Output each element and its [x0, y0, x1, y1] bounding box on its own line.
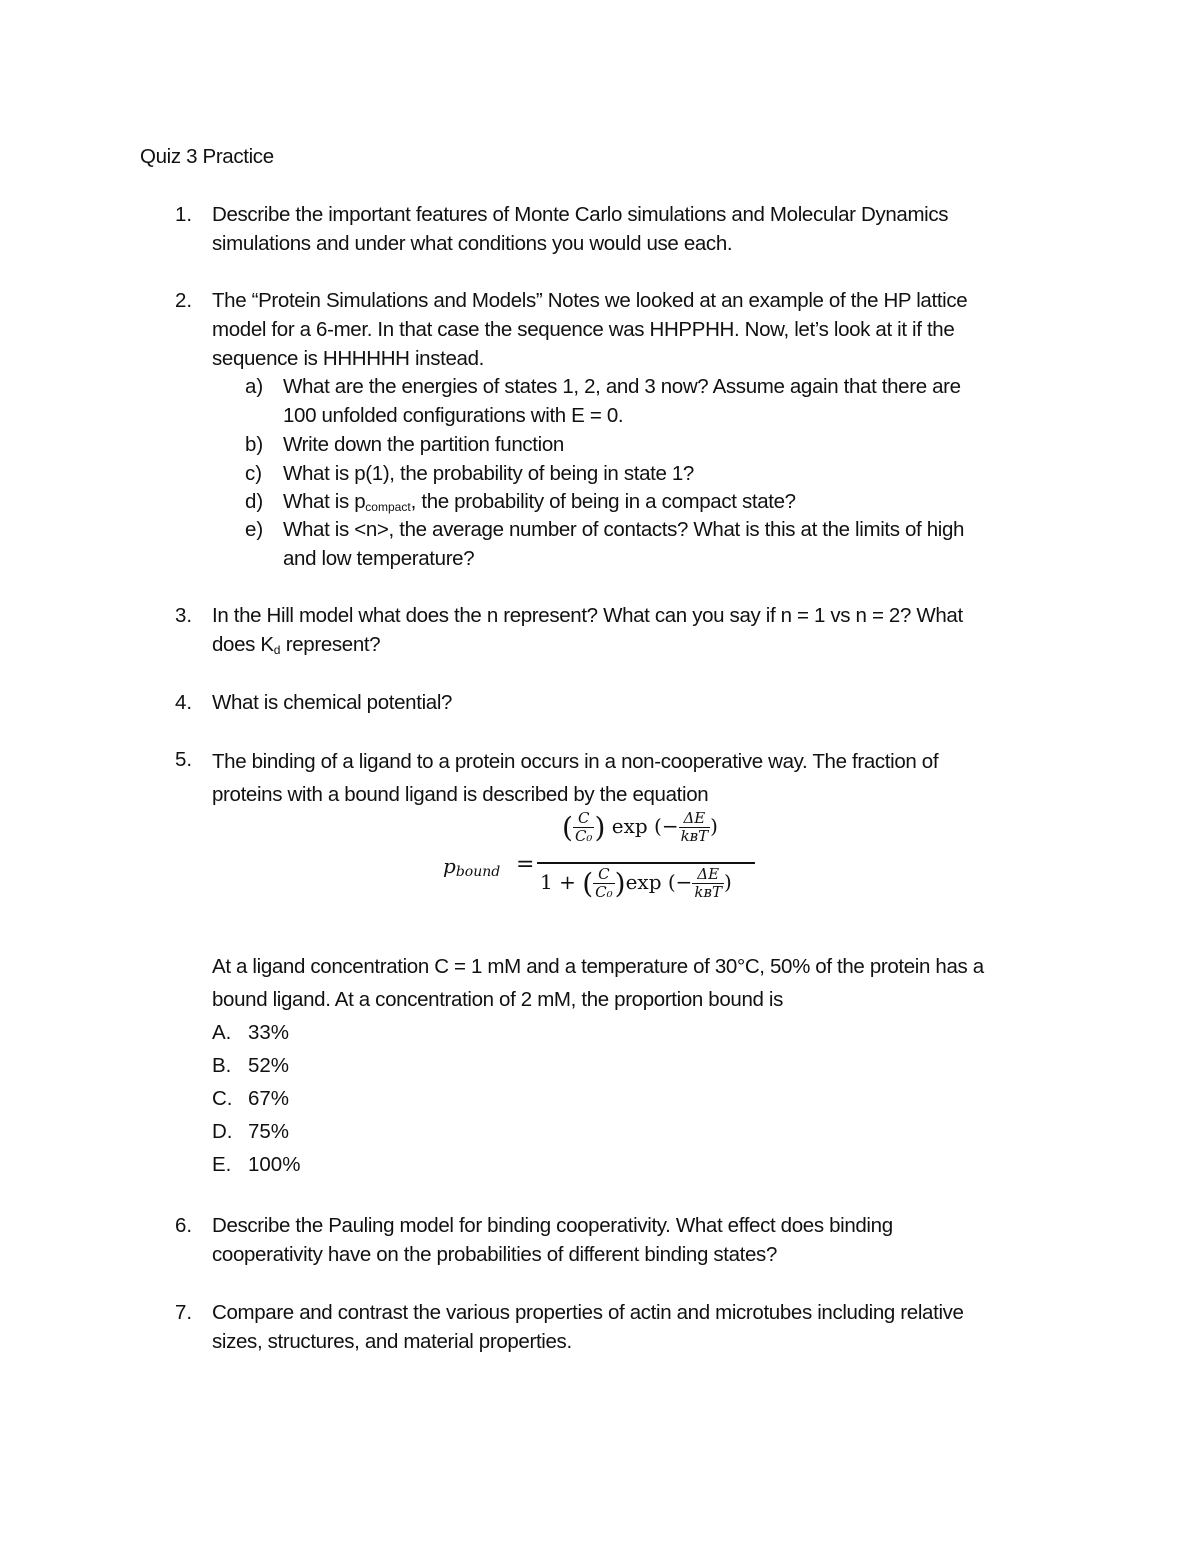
close-paren: )	[594, 811, 606, 844]
part-text-line: What is <n>, the average number of contacts? What is this at the limits of high	[283, 518, 965, 541]
question-number: 1.	[175, 203, 193, 226]
followup-text-line: At a ligand concentration C = 1 mM and a temperature of 30°C, 50% of the protein has a	[212, 955, 984, 978]
part-label: a)	[245, 375, 264, 398]
question-text-line: model for a 6-mer. In that case the sequence was HHPPHH. Now, let’s look at it if the	[212, 318, 955, 341]
ratio-numerator: C	[573, 810, 595, 828]
question-text-line: sequence is HHHHHH instead.	[212, 347, 484, 370]
part-label: c)	[245, 462, 263, 485]
energy-numerator: ΔE	[692, 866, 724, 884]
energy-numerator: ΔE	[679, 810, 711, 828]
exp-close: )	[710, 814, 718, 838]
close-paren: )	[614, 867, 626, 900]
equation-symbol-p: p	[443, 854, 456, 878]
equation-denominator	[540, 866, 732, 901]
part-text-line: What are the energies of states 1, 2, and 3 now? Assume again that there are	[283, 375, 961, 398]
energy-denominator: kʙT	[680, 827, 709, 845]
question-text-line: simulations and under what conditions you would use each.	[212, 232, 733, 255]
option-label: C.	[212, 1087, 233, 1110]
fraction-bar	[537, 862, 755, 864]
p-bound-equation	[440, 810, 770, 920]
concentration-ratio	[593, 866, 615, 901]
equals-sign: =	[516, 852, 535, 877]
equation-numerator	[562, 810, 718, 845]
part-text: What is p	[283, 490, 366, 513]
page-title: Quiz 3 Practice	[140, 145, 274, 168]
question-number: 3.	[175, 604, 193, 627]
part-text-line: What is p(1), the probability of being in state 1?	[283, 462, 694, 485]
option-value: 33%	[248, 1021, 290, 1044]
question-text-line: In the Hill model what does the n represent? What can you say if n = 1 vs n = 2? What	[212, 604, 963, 627]
part-text-line	[283, 487, 796, 516]
exp-function: exp	[611, 814, 648, 838]
option-value: 52%	[248, 1054, 290, 1077]
exp-open: (−	[654, 814, 679, 838]
concentration-ratio	[573, 810, 595, 845]
subscript-d: d	[273, 643, 281, 657]
question-text-line: proteins with a bound ligand is described by the equation	[212, 783, 709, 806]
part-text-line: 100 unfolded configurations with E = 0.	[283, 404, 624, 427]
ratio-numerator: C	[593, 866, 615, 884]
subscript-compact: compact	[365, 500, 411, 514]
option-value: 100%	[248, 1153, 301, 1176]
part-label: e)	[245, 518, 264, 541]
open-paren: (	[562, 811, 573, 844]
question-text-line	[212, 630, 1092, 659]
ratio-denominator: C₀	[595, 883, 613, 901]
part-text-line: and low temperature?	[283, 547, 475, 570]
energy-ratio	[679, 810, 711, 845]
question-text: does K	[212, 633, 274, 656]
question-text-line: sizes, structures, and material properties.	[212, 1330, 572, 1353]
question-text-line: Compare and contrast the various properties of actin and microtubes including relative	[212, 1301, 964, 1324]
option-label: E.	[212, 1153, 232, 1176]
question-text: represent?	[280, 633, 381, 656]
exp-open: (−	[667, 870, 693, 894]
one-plus: 1 +	[540, 870, 576, 894]
part-label: b)	[245, 433, 264, 456]
exp-close: )	[723, 870, 732, 894]
option-label: B.	[212, 1054, 232, 1077]
question-text-line: cooperativity have on the probabilities of different binding states?	[212, 1243, 778, 1266]
open-paren: (	[582, 867, 594, 900]
ratio-denominator: C₀	[574, 827, 593, 845]
option-value: 75%	[248, 1120, 290, 1143]
option-value: 67%	[248, 1087, 290, 1110]
exp-function: exp	[625, 870, 662, 894]
question-text-line: Describe the Pauling model for binding cooperativity. What effect does binding	[212, 1214, 893, 1237]
option-label: A.	[212, 1021, 232, 1044]
energy-denominator: kʙT	[694, 883, 722, 901]
question-number: 6.	[175, 1214, 193, 1237]
equation-subscript-bound: bound	[455, 864, 501, 880]
energy-ratio	[692, 866, 724, 901]
question-text-line: The “Protein Simulations and Models” Notes we looked at an example of the HP lattice	[212, 289, 968, 312]
question-number: 4.	[175, 691, 193, 714]
question-text-line: Describe the important features of Monte Carlo simulations and Molecular Dynamics	[212, 203, 949, 226]
followup-text-line: bound ligand. At a concentration of 2 mM, the proportion bound is	[212, 988, 783, 1011]
part-label: d)	[245, 490, 264, 513]
part-text-line: Write down the partition function	[283, 433, 564, 456]
question-number: 5.	[175, 748, 193, 771]
question-number: 7.	[175, 1301, 193, 1324]
question-text-line: What is chemical potential?	[212, 691, 453, 714]
question-number: 2.	[175, 289, 193, 312]
question-text-line: The binding of a ligand to a protein occurs in a non-cooperative way. The fraction of	[212, 750, 939, 773]
equation-lhs	[443, 854, 500, 880]
part-text: , the probability of being in a compact state?	[410, 490, 796, 513]
option-label: D.	[212, 1120, 233, 1143]
